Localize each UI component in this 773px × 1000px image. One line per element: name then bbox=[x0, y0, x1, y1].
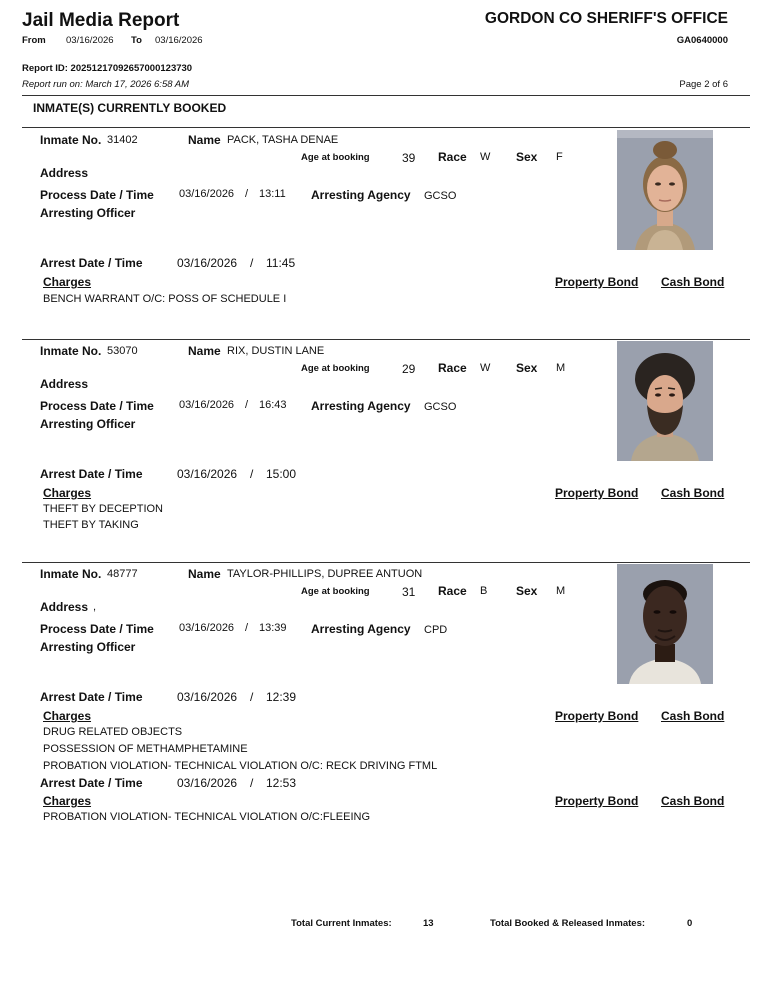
arresting-agency: GCSO bbox=[424, 401, 457, 413]
header-divider bbox=[22, 95, 750, 96]
process-date: 03/16/2026 bbox=[179, 188, 235, 200]
charge-item: PROBATION VIOLATION- TECHNICAL VIOLATION O/C: RECK DRIVING FTML bbox=[43, 760, 438, 772]
arresting-officer-label: Arresting Officer bbox=[40, 206, 136, 220]
charges-label: Charges bbox=[43, 709, 92, 723]
address-label: Address bbox=[40, 377, 89, 391]
charge-item: PROBATION VIOLATION- TECHNICAL VIOLATION O/C:FLEEING bbox=[43, 811, 370, 823]
arrest-date-label: Arrest Date / Time bbox=[40, 776, 143, 790]
process-date: 03/16/2026 bbox=[179, 399, 235, 411]
arresting-agency-label: Arresting Agency bbox=[311, 188, 411, 202]
mugshot-photo bbox=[617, 130, 713, 250]
arrest-date: 03/16/2026 bbox=[177, 690, 238, 704]
process-time: 16:43 bbox=[259, 399, 287, 411]
arrest-slash: / bbox=[250, 256, 254, 270]
charges-label: Charges bbox=[43, 486, 92, 500]
arresting-agency: GCSO bbox=[424, 190, 457, 202]
section-title: INMATE(S) CURRENTLY BOOKED bbox=[33, 101, 227, 115]
agency-name: GORDON CO SHERIFF'S OFFICE bbox=[484, 10, 728, 27]
sex-value: F bbox=[556, 151, 563, 163]
arrest-date-label: Arrest Date / Time bbox=[40, 690, 143, 704]
cash-bond-label: Cash Bond bbox=[661, 486, 725, 500]
charge-item: BENCH WARRANT O/C: POSS OF SCHEDULE I bbox=[43, 293, 287, 305]
age-value: 29 bbox=[402, 362, 416, 376]
arrest-slash: / bbox=[250, 467, 254, 481]
race-value: W bbox=[480, 151, 491, 163]
race-label: Race bbox=[438, 150, 467, 164]
sex-label: Sex bbox=[516, 361, 538, 375]
arrest-time: 15:00 bbox=[266, 467, 297, 481]
arresting-agency: CPD bbox=[424, 624, 448, 636]
arrest-date: 03/16/2026 bbox=[177, 467, 238, 481]
race-label: Race bbox=[438, 584, 467, 598]
age-label: Age at booking bbox=[301, 152, 370, 163]
address-label: Address bbox=[40, 166, 89, 180]
process-date-label: Process Date / Time bbox=[40, 399, 154, 413]
record-divider bbox=[22, 562, 750, 563]
race-label: Race bbox=[438, 361, 467, 375]
inmate-name: RIX, DUSTIN LANE bbox=[227, 345, 325, 357]
name-label: Name bbox=[188, 344, 221, 358]
from-label: From bbox=[22, 35, 46, 46]
to-label: To bbox=[131, 35, 142, 46]
age-value: 31 bbox=[402, 585, 416, 599]
report-run-on: Report run on: March 17, 2026 6:58 AM bbox=[22, 79, 190, 90]
property-bond-label: Property Bond bbox=[555, 275, 639, 289]
arrest-date-label: Arrest Date / Time bbox=[40, 256, 143, 270]
report-id: Report ID: 20251217092657000123730 bbox=[22, 63, 193, 74]
arresting-agency-label: Arresting Agency bbox=[311, 622, 411, 636]
section-divider bbox=[22, 127, 750, 128]
arrest-time: 12:39 bbox=[266, 690, 297, 704]
total-current-label: Total Current Inmates: bbox=[291, 918, 392, 929]
charges-label: Charges bbox=[43, 794, 92, 808]
process-time: 13:11 bbox=[259, 188, 286, 200]
inmate-no: 31402 bbox=[107, 134, 138, 146]
charge-item: POSSESSION OF METHAMPHETAMINE bbox=[43, 743, 248, 755]
process-date: 03/16/2026 bbox=[179, 622, 235, 634]
sex-label: Sex bbox=[516, 584, 538, 598]
charges-label: Charges bbox=[43, 275, 92, 289]
inmate-name: PACK, TASHA DENAE bbox=[227, 134, 339, 146]
inmate-no: 53070 bbox=[107, 345, 138, 357]
address-label: Address bbox=[40, 600, 89, 614]
process-slash: / bbox=[245, 399, 249, 411]
from-date: 03/16/2026 bbox=[66, 35, 114, 46]
arrest-slash: / bbox=[250, 690, 254, 704]
process-date-label: Process Date / Time bbox=[40, 622, 154, 636]
arresting-agency-label: Arresting Agency bbox=[311, 399, 411, 413]
report-title: Jail Media Report bbox=[22, 10, 180, 31]
charge-item: THEFT BY DECEPTION bbox=[43, 503, 164, 515]
arrest-slash: / bbox=[250, 776, 254, 790]
process-time: 13:39 bbox=[259, 622, 287, 634]
total-current-value: 13 bbox=[423, 918, 434, 929]
arresting-officer-label: Arresting Officer bbox=[40, 640, 136, 654]
page-number: Page 2 of 6 bbox=[679, 79, 728, 90]
mugshot-photo bbox=[617, 341, 713, 461]
name-label: Name bbox=[188, 133, 221, 147]
inmate-name: TAYLOR-PHILLIPS, DUPREE ANTUON bbox=[227, 568, 423, 580]
cash-bond-label: Cash Bond bbox=[661, 709, 725, 723]
process-slash: / bbox=[245, 622, 249, 634]
address-value: , bbox=[93, 601, 97, 613]
total-booked-released-label: Total Booked & Released Inmates: bbox=[490, 918, 646, 929]
age-value: 39 bbox=[402, 151, 416, 165]
arrest-time: 12:53 bbox=[266, 776, 297, 790]
property-bond-label: Property Bond bbox=[555, 709, 639, 723]
record-divider bbox=[22, 339, 750, 340]
sex-value: M bbox=[556, 585, 566, 597]
inmate-no: 48777 bbox=[107, 568, 138, 580]
process-slash: / bbox=[245, 188, 249, 200]
process-date-label: Process Date / Time bbox=[40, 188, 154, 202]
mugshot-photo bbox=[617, 564, 713, 684]
property-bond-label: Property Bond bbox=[555, 794, 639, 808]
arrest-date-label: Arrest Date / Time bbox=[40, 467, 143, 481]
sex-value: M bbox=[556, 362, 566, 374]
total-booked-released-value: 0 bbox=[687, 918, 693, 929]
arresting-officer-label: Arresting Officer bbox=[40, 417, 136, 431]
name-label: Name bbox=[188, 567, 221, 581]
to-date: 03/16/2026 bbox=[155, 35, 203, 46]
arrest-date: 03/16/2026 bbox=[177, 776, 238, 790]
property-bond-label: Property Bond bbox=[555, 486, 639, 500]
age-label: Age at booking bbox=[301, 363, 370, 374]
cash-bond-label: Cash Bond bbox=[661, 794, 725, 808]
sex-label: Sex bbox=[516, 150, 538, 164]
inmate-no-label: Inmate No. bbox=[40, 567, 102, 581]
charge-item: THEFT BY TAKING bbox=[43, 519, 139, 531]
arrest-date: 03/16/2026 bbox=[177, 256, 238, 270]
race-value: B bbox=[480, 585, 488, 597]
agency-code: GA0640000 bbox=[676, 35, 728, 46]
age-label: Age at booking bbox=[301, 586, 370, 597]
arrest-time: 11:45 bbox=[266, 256, 296, 270]
inmate-no-label: Inmate No. bbox=[40, 344, 102, 358]
charge-item: DRUG RELATED OBJECTS bbox=[43, 726, 183, 738]
inmate-no-label: Inmate No. bbox=[40, 133, 102, 147]
cash-bond-label: Cash Bond bbox=[661, 275, 725, 289]
race-value: W bbox=[480, 362, 491, 374]
